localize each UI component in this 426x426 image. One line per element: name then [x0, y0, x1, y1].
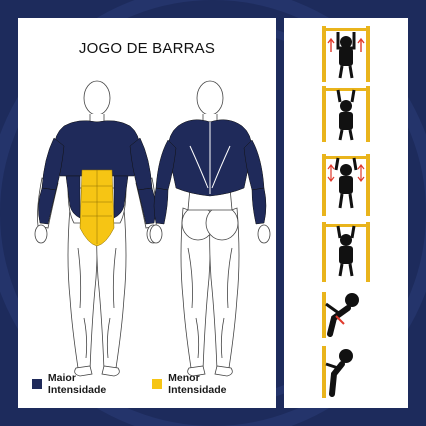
body-diagrams [18, 18, 276, 408]
leg-raise-step-2 [322, 346, 353, 398]
legend-label-low: Menor Intensidade [168, 372, 227, 396]
pull-up-step-1 [322, 26, 370, 82]
pull-up-step-2 [322, 86, 370, 142]
legend-swatch-high [32, 379, 42, 389]
exercise-steps-panel [284, 18, 408, 408]
pull-up-step-4 [322, 222, 370, 282]
legend-label-high: Maior Intensidade [47, 372, 107, 396]
legend-item-low [152, 372, 260, 396]
front-abs-low [80, 170, 114, 246]
page-title: JOGO DE BARRAS [78, 40, 216, 57]
pull-up-step-3 [322, 154, 370, 216]
intensity-legend [32, 372, 276, 396]
legend-item-high [32, 372, 136, 396]
leg-raise-step-1 [322, 292, 359, 338]
exercise-steps [284, 18, 408, 408]
legend-swatch-low [152, 379, 162, 389]
muscle-diagram-panel [18, 18, 276, 408]
